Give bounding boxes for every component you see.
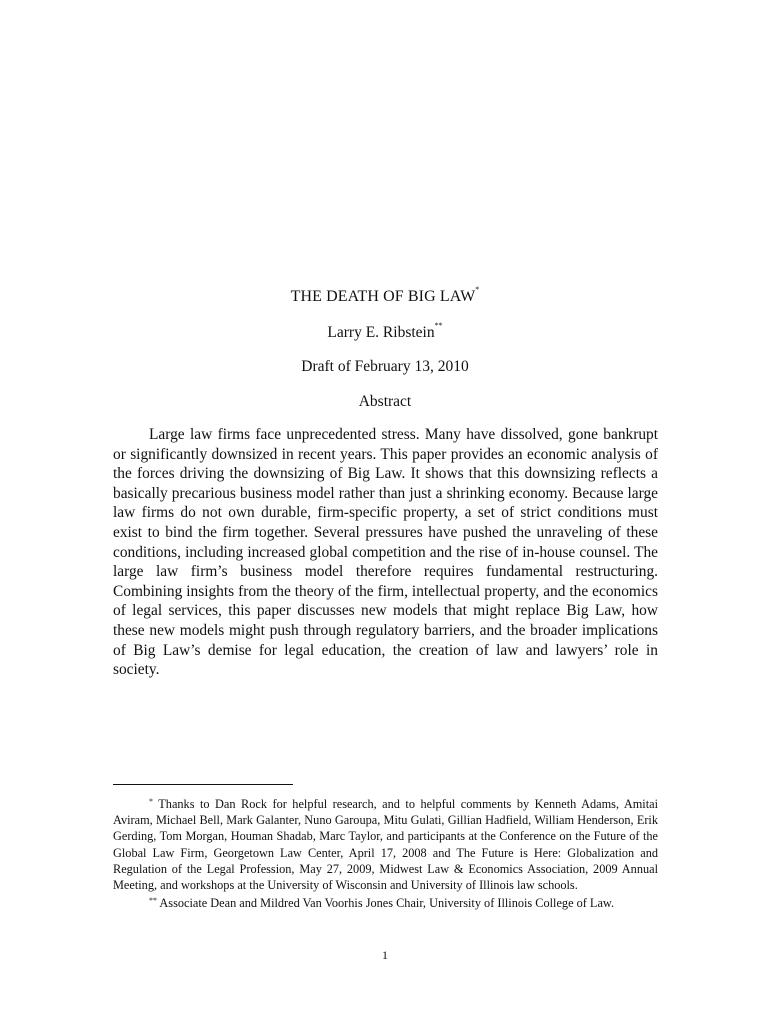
- footnotes: [113, 796, 658, 913]
- paper-title: [0, 285, 770, 306]
- abstract-heading: Abstract: [358, 393, 412, 410]
- footnote-2: [113, 895, 658, 911]
- draft-date: Draft of February 13, 2010: [301, 358, 469, 375]
- footnote-divider: [113, 784, 293, 785]
- footnote-1: [113, 796, 658, 893]
- title-footnote-marker: *: [475, 285, 480, 294]
- footnote-2-marker: **: [149, 896, 157, 906]
- author-name-text: Larry E. Ribstein: [327, 324, 435, 341]
- footnote-1-text: Thanks to Dan Rock for helpful research, and to helpful comments by Kenneth Adams, Amitai Aviram, Michael Bell, Mark Galanter, Nuno Garoupa, Mitu Gulati, Gillian Hadfield, William Henderson, Erik Gerding, Tom Morgan, Houman Shadab, Marc Taylor, and participants at the Conference on the Future of the Global Law Firm, Georgetown Law Center, April 17, 2008 and The Future is Here: Globalization and Regulation of the Legal Profession, May 27, 2009, Midwest Law & Economics Association, 2009 Annual Meeting, and workshops at the University of Wisconsin and University of Illinois law schools.: [113, 797, 658, 893]
- paper-title-text: THE DEATH OF BIG LAW: [290, 288, 476, 305]
- page-number: 1: [382, 948, 388, 962]
- footnote-2-text: Associate Dean and Mildred Van Voorhis Jones Chair, University of Illinois College of Law.: [159, 896, 615, 911]
- abstract-text: Large law firms face unprecedented stress. Many have dissolved, gone bankrupt or significantly downsized in recent years. This paper provides an economic analysis of the forces driving the downsizing of Big Law. It shows that this downsizing reflects a basically precarious business model rather than just a shrinking economy. Because large law firms do not own durable, firm-specific property, a set of strict conditions must exist to bind the firm together. Several pressures have pushed the unraveling of these conditions, including increased global competition and the rise of in-house counsel. The large law firm’s business model therefore requires fundamental restructuring. Combining insights from the theory of the firm, intellectual property, and the economics of legal services, this paper discusses new models that might replace Big Law, how these new models might push through regulatory barriers, and the broader implications of Big Law’s demise for legal education, the creation of law and lawyers’ role in society.: [113, 426, 658, 679]
- author-name: [0, 321, 770, 342]
- author-footnote-marker: **: [434, 321, 443, 330]
- footnote-1-marker: *: [149, 797, 153, 806]
